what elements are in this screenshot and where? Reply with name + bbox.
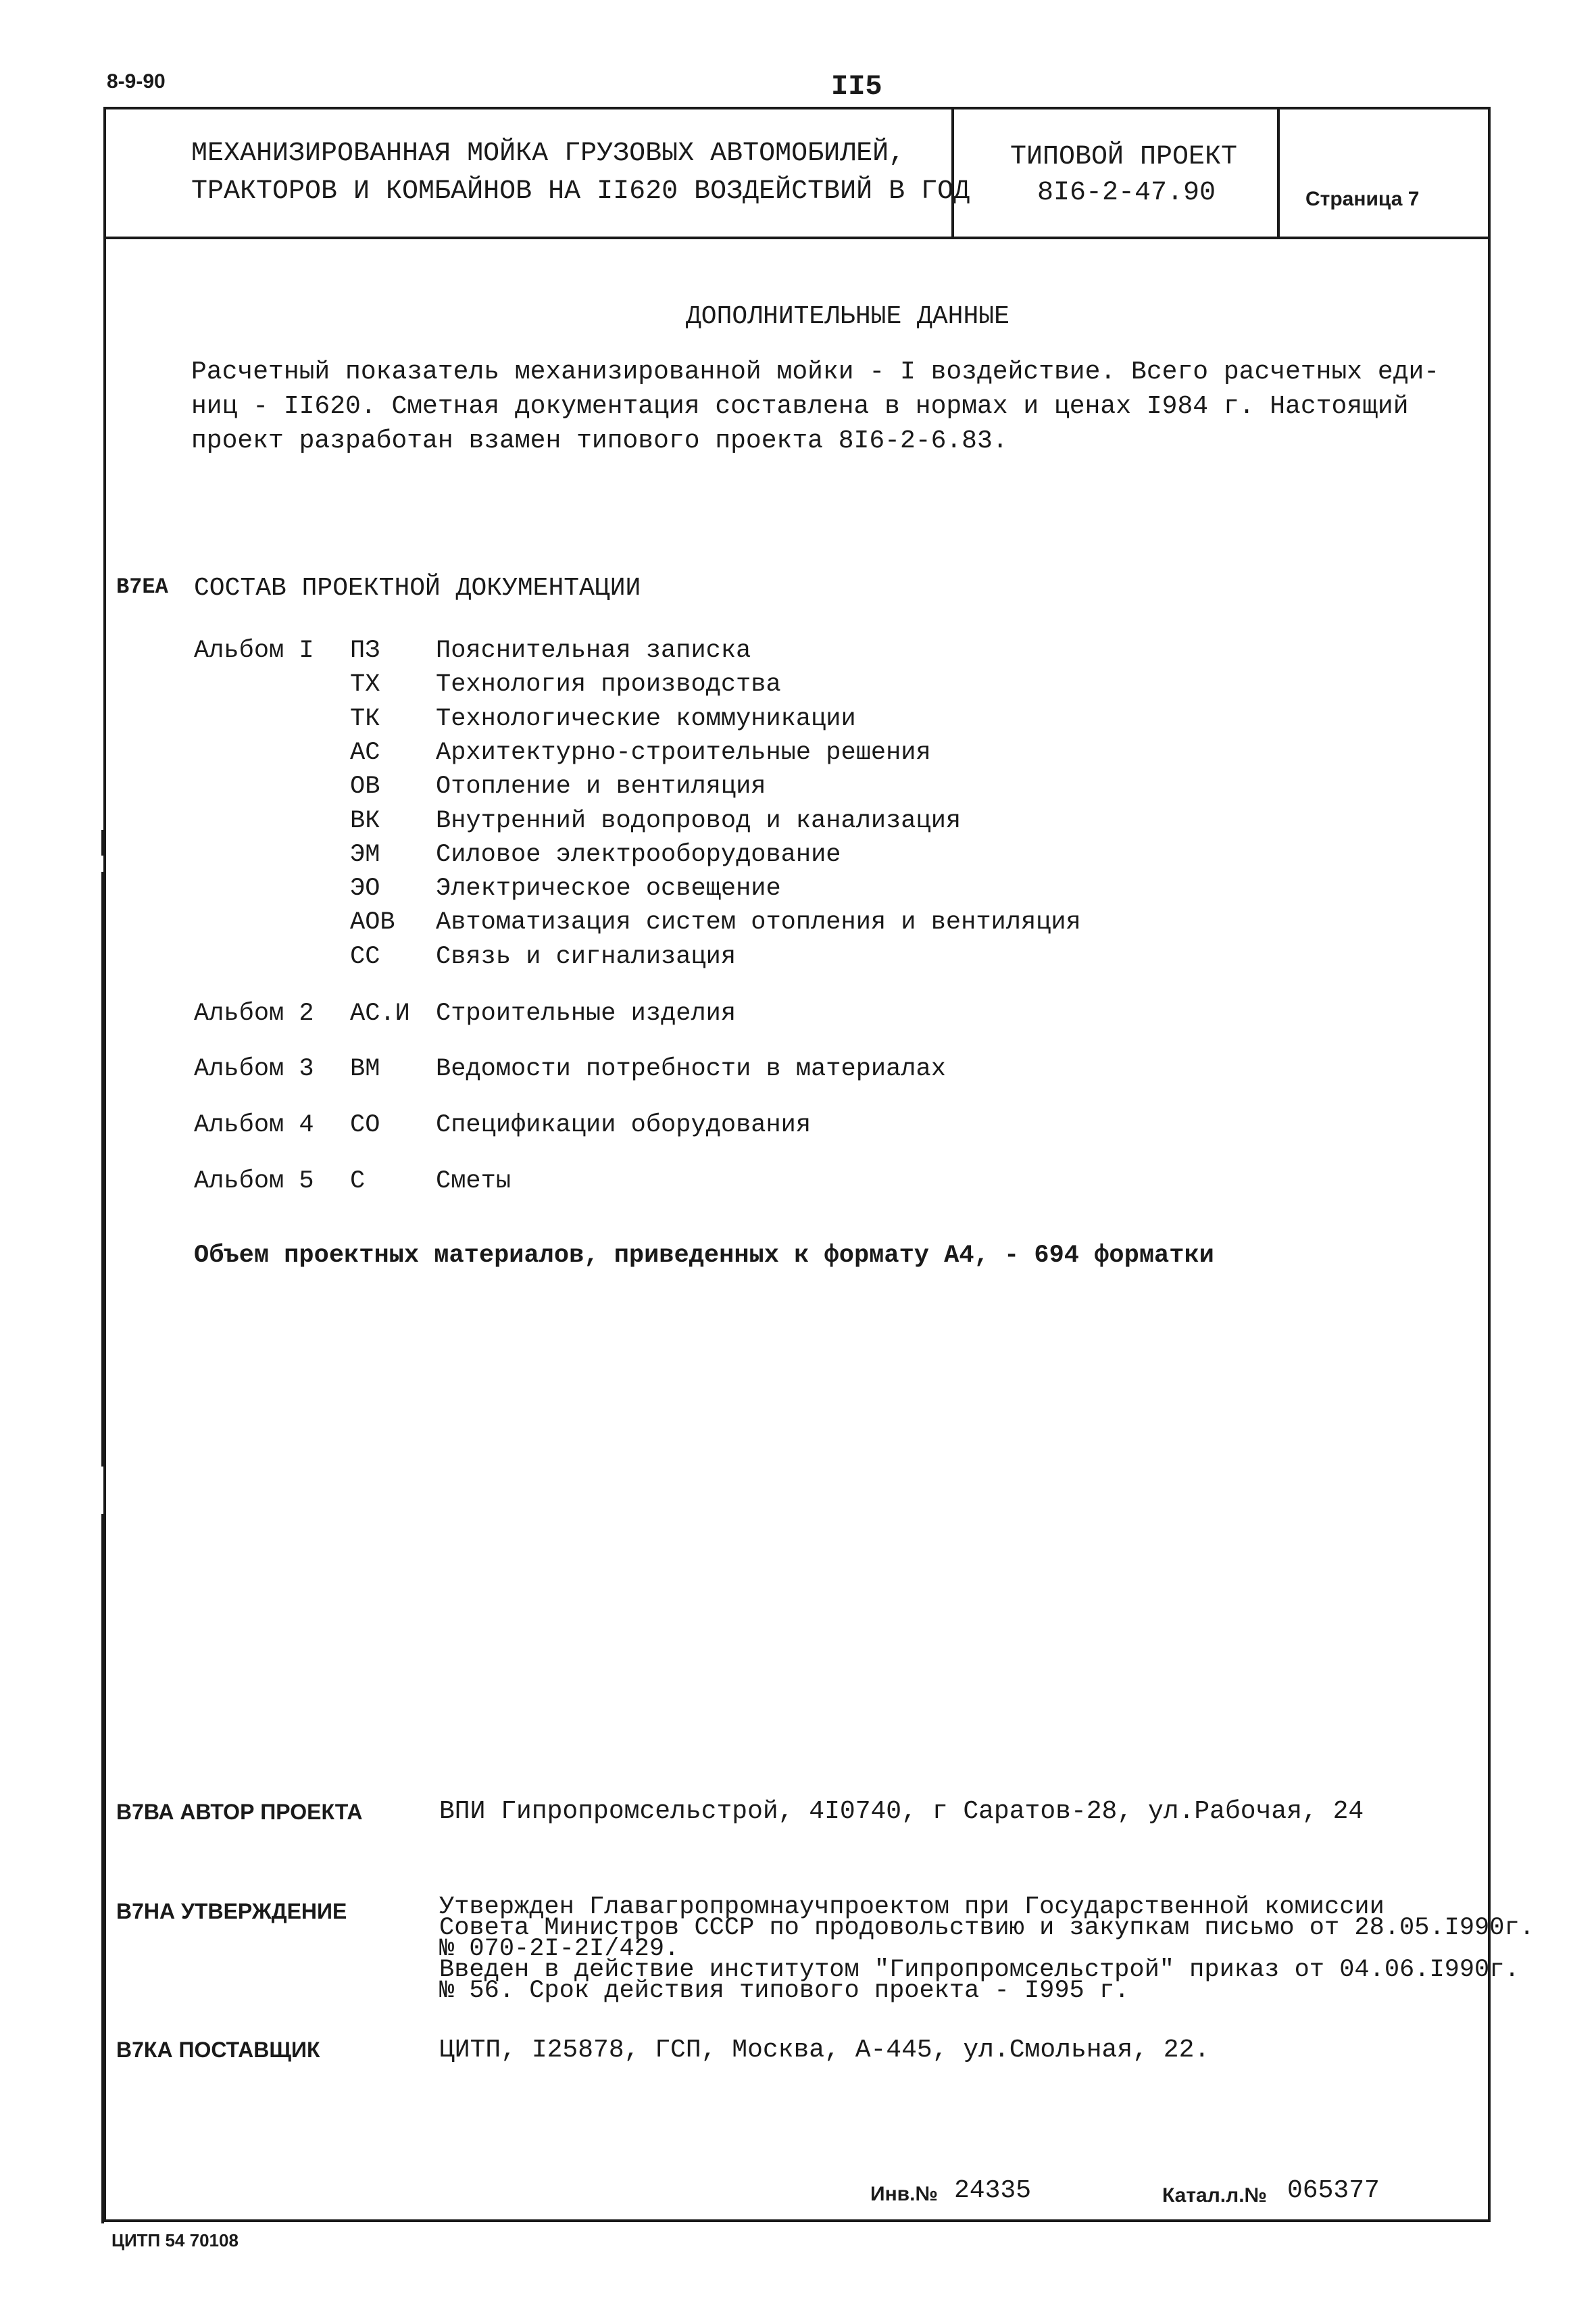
project-label: ТИПОВОЙ ПРОЕКТ — [1010, 142, 1238, 172]
album-1-item-code: ЭО — [350, 875, 380, 903]
volume-note: Объем проектных материалов, приведенных к формату А4, - 694 форматки — [194, 1241, 1214, 1270]
approval-line-5: № 56. Срок действия типового проекта - I995 г. — [439, 1977, 1130, 2005]
inventory-label: Инв.№ — [870, 2183, 938, 2205]
album-1-item-code: СС — [350, 943, 380, 971]
binding-mark-3 — [101, 1514, 104, 2223]
author-text: ВПИ Гипропромсельстрой, 4I0740, г Саратов-28, ул.Рабочая, 24 — [439, 1797, 1364, 1826]
album-1-label: Альбом I — [194, 637, 314, 665]
inventory-number: 24335 — [954, 2176, 1032, 2205]
album-3-label: Альбом 3 — [194, 1055, 314, 1083]
sheet-number: II5 — [831, 70, 882, 103]
album-2-label: Альбом 2 — [194, 1000, 314, 1028]
album-1-item-name: Связь и сигнализация — [436, 943, 737, 971]
catalog-number: 065377 — [1287, 2176, 1380, 2205]
approval-line-4: Введен в действие институтом "Гипропромсельстрой" приказ от 04.06.I990г. — [439, 1956, 1520, 1984]
album-5-code: С — [350, 1167, 366, 1196]
album-1-item-code: ЭМ — [350, 841, 380, 869]
album-1-item-name: Электрическое освещение — [436, 875, 781, 903]
catalog-label: Катал.л.№ — [1162, 2184, 1267, 2207]
composition-heading: СОСТАВ ПРОЕКТНОЙ ДОКУМЕНТАЦИИ — [194, 574, 641, 603]
composition-code: В7ЕА — [116, 574, 168, 599]
additional-line-3: проект разработан взамен типового проекта 8I6-2-6.83. — [191, 426, 1008, 456]
album-4-name: Спецификации оборудования — [436, 1111, 812, 1139]
album-4-label: Альбом 4 — [194, 1111, 314, 1139]
album-1-item-code: ТХ — [350, 670, 380, 699]
album-1-item-code: ВК — [350, 807, 380, 835]
additional-heading: ДОПОЛНИТЕЛЬНЫЕ ДАННЫЕ — [686, 302, 1009, 331]
album-1-item-name: Внутренний водопровод и канализация — [436, 807, 962, 835]
header-divider-2 — [1277, 107, 1280, 239]
author-code-label: В7ВА АВТОР ПРОЕКТА — [116, 1800, 363, 1824]
album-1-item-code: ПЗ — [350, 637, 380, 665]
approval-line-2: Совета Министров СССР по продовольствию и закупкам письмо от 28.05.I990г. — [439, 1914, 1535, 1942]
header-title-line-2: ТРАКТОРОВ И КОМБАЙНОВ НА II620 ВОЗДЕЙСТВИЙ В ГОД — [191, 176, 970, 207]
approval-line-3: № 070-2I-2I/429. — [439, 1935, 680, 1963]
album-1-item-name: Пояснительная записка — [436, 637, 751, 665]
footer-bottom-line — [103, 2219, 1491, 2222]
album-5-label: Альбом 5 — [194, 1167, 314, 1196]
album-5-name: Сметы — [436, 1167, 512, 1196]
header-bottom-line — [103, 237, 1491, 239]
approval-code-label: В7НА УТВЕРЖДЕНИЕ — [116, 1899, 347, 1923]
album-1-item-name: Технология производства — [436, 670, 781, 699]
supplier-text: ЦИТП, I25878, ГСП, Москва, А-445, ул.Смольная, 22. — [439, 2036, 1210, 2065]
album-1-item-name: Силовое электрооборудование — [436, 841, 841, 869]
album-1-item-name: Отопление и вентиляция — [436, 772, 766, 801]
document-date: 8-9-90 — [107, 70, 166, 93]
album-1-item-name: Архитектурно-строительные решения — [436, 739, 931, 767]
page-label: Страница 7 — [1305, 188, 1420, 210]
album-1-item-code: АОВ — [350, 908, 395, 937]
binding-mark-1 — [101, 830, 104, 856]
approval-line-1: Утвержден Главагропромнаучпроектом при Государственной комиссии — [439, 1893, 1385, 1921]
album-1-item-name: Автоматизация систем отопления и вентиляция — [436, 908, 1081, 937]
binding-mark-2 — [101, 872, 104, 1467]
additional-line-2: ниц - II620. Сметная документация составлена в нормах и ценах I984 г. Настоящий — [191, 392, 1409, 421]
supplier-code-label: В7КА ПОСТАВЩИК — [116, 2038, 320, 2062]
additional-line-1: Расчетный показатель механизированной мойки - I воздействие. Всего расчетных еди- — [191, 358, 1440, 387]
album-4-code: СО — [350, 1111, 380, 1139]
album-3-name: Ведомости потребности в материалах — [436, 1055, 946, 1083]
album-3-code: ВМ — [350, 1055, 380, 1083]
album-1-item-code: ТК — [350, 705, 380, 733]
print-stamp: ЦИТП 54 70108 — [111, 2230, 239, 2250]
project-number: 8I6-2-47.90 — [1037, 178, 1216, 208]
album-2-name: Строительные изделия — [436, 1000, 737, 1028]
album-1-item-code: АС — [350, 739, 380, 767]
album-1-item-code: ОВ — [350, 772, 380, 801]
header-title-line-1: МЕХАНИЗИРОВАННАЯ МОЙКА ГРУЗОВЫХ АВТОМОБИЛЕЙ, — [191, 139, 905, 169]
album-1-item-name: Технологические коммуникации — [436, 705, 856, 733]
album-2-code: АС.И — [350, 1000, 410, 1028]
